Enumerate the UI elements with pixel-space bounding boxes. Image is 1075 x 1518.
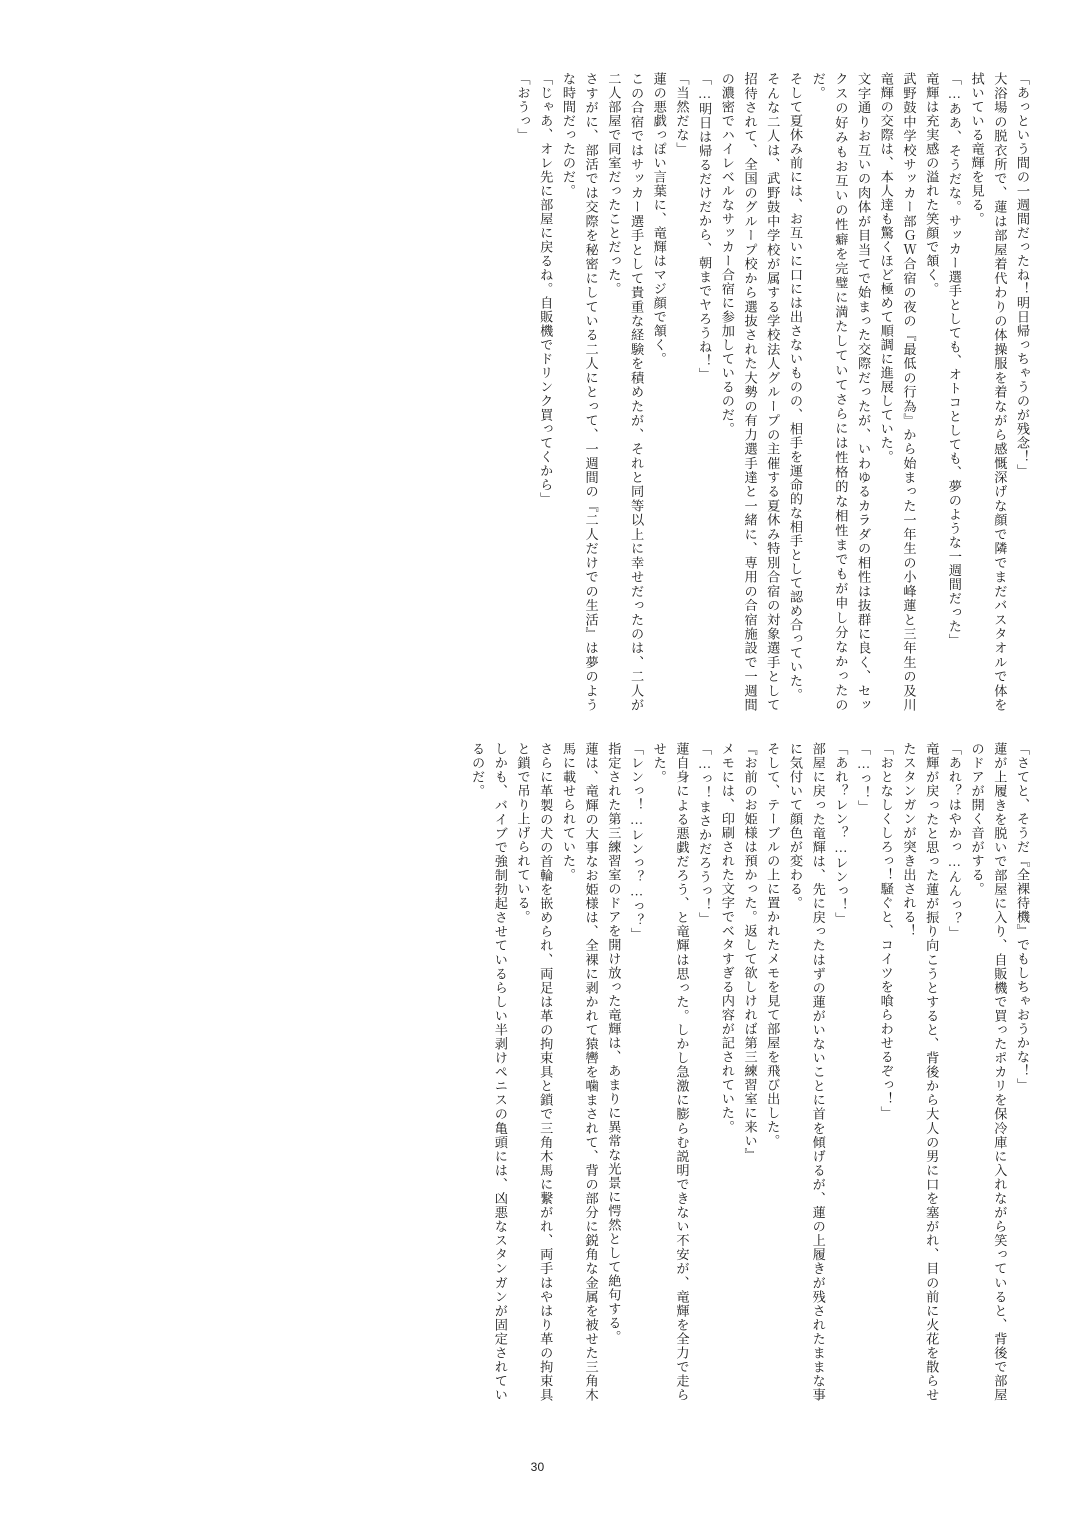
paragraph: 蓮は、竜輝の大事なお姫様は、全裸に剥かれて猿轡を噛まされて、背の部分に鋭角な金属を被せた三角木馬に載せられていた。 — [560, 742, 599, 1402]
paragraph: 部屋に戻った竜輝は、先に戻ったはずの蓮がいないことに首を傾げるが、蓮の上履きが残されたままな事に気付いて顔色が変わる。 — [787, 742, 826, 1402]
paragraph: そんな二人は、武野鼓中学校が属する学校法人グループの主催する夏休み特別合宿の対象選手として招待されて、全国のグループ校から選抜された大勢の有力選手達と一緒に、専用の合宿施設で一週間の濃密でハイレベルなサッカー合宿に参加しているのだ。 — [719, 72, 781, 712]
paragraph: そして夏休み前には、お互いに口には出さないものの、相手を運命的な相手として認め合っていた。 — [787, 72, 803, 702]
paragraph: 「おとなしくしろっ！騒ぐと、コイツを喰らわせるぞっ！」 — [878, 742, 894, 1120]
paragraph: 「おうっ」 — [515, 72, 531, 142]
paragraph: 「あれ？はやかっ…んんっ？」 — [946, 742, 962, 940]
paragraph: 「…ああ、そうだな。サッカー選手としても、オトコとしても、夢のような一週間だった」 — [946, 72, 962, 648]
paragraph: 大浴場の脱衣所で、蓮は部屋着代わりの体操服を着ながら感慨深げな顔で隣でまだバスタオルで体を拭いている竜輝を見る。 — [969, 72, 1008, 712]
paragraph: この合宿ではサッカー選手として貴重な経験を積めたが、それと同等以上に幸せだったのは、二人が二人部屋で同室だったことだった。 — [606, 72, 645, 712]
text-block-bottom — [313, 742, 1033, 1402]
paragraph: 蓮自身による悪戯だろう、と竜輝は思った。しかし急激に膨らむ説明できない不安が、竜輝を全力で走らせた。 — [651, 742, 690, 1402]
paragraph: 「じゃあ、オレ先に部屋に戻るね。自販機でドリンク買ってくから」 — [538, 72, 554, 506]
paragraph: 「あれ？レン？…レンっ！」 — [833, 742, 849, 926]
paragraph: さらに革製の犬の首輪を嵌められ、両足は革の拘束具と鎖で三角木馬に繋がれ、両手はやはり革の拘束具と鎖で吊り上げられている。 — [515, 742, 554, 1402]
paragraph: 「当然だな」 — [674, 72, 690, 156]
paragraph: 「…明日は帰るだけだから、朝までヤろうね！」 — [697, 72, 713, 382]
paragraph: 蓮が上履きを脱いで部屋に入り、自販機で買ったポカリを保冷庫に入れながら笑っていると、背後で部屋のドアが開く音がする。 — [969, 742, 1008, 1402]
page-number: 30 — [530, 1460, 545, 1474]
paragraph: 「さてと、そうだ『全裸待機』でもしちゃおうかな！」 — [1015, 742, 1030, 1092]
paragraph: 武野鼓中学校サッカー部ＧＷ合宿の夜の『最低の行為』から始まった一年生の小峰蓮と三年生の及川竜輝の交際は、本人達も驚くほど極めて順調に進展していた。 — [878, 72, 917, 712]
text-block-top — [313, 72, 1033, 712]
paragraph: しかも、バイブで強制勃起させているらしい半剥けペニスの亀頭には、凶悪なスタンガンが固定されているのだ。 — [470, 742, 508, 1402]
paragraph: さすがに、部活では交際を秘密にしている二人にとって、一週間の『二人だけでの生活』は夢のような時間だったのだ。 — [560, 72, 599, 712]
paragraph: メモには、印刷された文字でベタすぎる内容が記されていた。 — [719, 742, 735, 1134]
paragraph: 竜輝が戻ったと思った蓮が振り向こうとすると、背後から大人の男に口を塞がれ、目の前に火花を散らせたスタンガンが突き出される！ — [901, 742, 940, 1402]
paragraph: 指定された第三練習室のドアを開け放った竜輝は、あまりに異常な光景に愕然として絶句する。 — [606, 742, 622, 1344]
paragraph: 竜輝は充実感の溢れた笑顔で頷く。 — [924, 72, 940, 296]
paragraph: 「…っ！まさかだろうっ！」 — [697, 742, 713, 926]
paragraph: 文字通りお互いの肉体が目当てで始まった交際だったが、いわゆるカラダの相性は抜群に良く、セックスの好みもお互いの性癖を完璧に満たしていてさらには性格的な相性までもが申し分なかったのだ。 — [810, 72, 872, 712]
paragraph: 『お前のお姫様は預かった。返して欲しければ第三練習室に来い』 — [742, 742, 758, 1162]
paragraph: 「あっという間の一週間だったね！明日帰っちゃうのが残念！」 — [1015, 72, 1030, 478]
paragraph: 蓮の悪戯っぽい言葉に、竜輝はマジ顔で頷く。 — [651, 72, 667, 366]
paragraph: 「レンっ！…レンっ？…っ？」 — [629, 742, 645, 942]
paragraph: そして、テーブルの上に置かれたメモを見て部屋を飛び出した。 — [765, 742, 781, 1148]
paragraph: 「…っ！」 — [856, 742, 872, 814]
